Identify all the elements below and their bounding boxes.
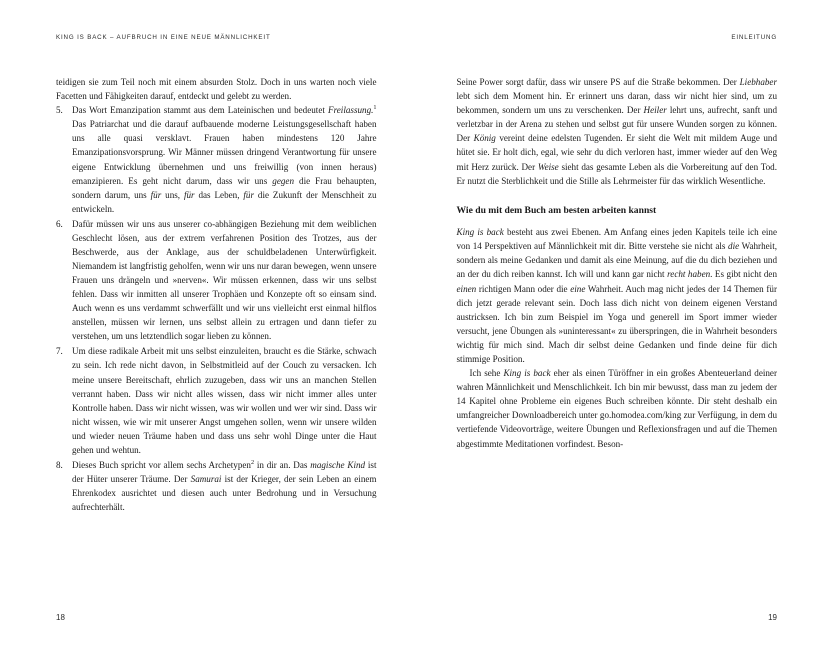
section-heading: Wie du mit dem Buch am besten arbeiten kannst: [456, 204, 657, 216]
numbered-list-left: [56, 103, 377, 514]
page-right: [417, 0, 833, 648]
italic-text: Liebhaber: [739, 77, 777, 87]
italic-text: recht haben: [667, 269, 711, 280]
list-item: [56, 458, 377, 514]
list-item-text: Dieses Buch spricht vor allem sechs Archetypen$^2$ in dir an. Das magische Kind ist der Hüter unserer Träume. Der Samurai ist der Krieger, der sein Leben an einem Ehrenkodex ausrichtet und diesen auch unter Bedrohung und in Versuchung aufrechterhält.: [72, 458, 377, 513]
list-item-marker: 8.: [56, 459, 63, 470]
italic-text: gegen: [272, 175, 294, 186]
continued-paragraph-right: Seine Power sorgt dafür, dass wir unsere PS auf die Straße bekommen. Der Liebhaber lebt sich dem Moment hin. Er erinnert uns daran, dass wir nicht hier sind, um zu bekommen, sondern um uns zu verschenken. Der Heiler lehrt uns, aufrecht, sanft und verletzbar in der Arena zu stehen und selbst gut für unsere Wunden sorgen zu können. Der König vereint deine edelsten Tugenden. Er sieht die Welt mit mildem Auge und hütet sie. Er holt dich, egal, wie sehr du dich verloren hast, immer wieder auf den Weg mit Herz zurück. Der Weise sieht das gesamte Leben als die Vorbereitung auf den Tod. Er nutzt die Sterblichkeit und die Stille als Lehrmeister für das wirklich Wesentliche.: [456, 77, 778, 186]
list-item-text: Dafür müssen wir uns aus unserer co-abhängigen Beziehung mit dem weiblichen Geschlecht lösen, aus der extrem verfahrenen Position des Trotzes, aus der Beschwerde, aus der Anklage, aus der schuldbeladenen Unterwürfigkeit. Niemandem ist langfristig geholfen, wenn wir uns nur daran bewegen, wenn unsere Frauen uns drängeln und »nerven«. Wir müssen erkennen, dass wir uns selbst fehlen. Dass wir inmitten all unserer Trophäen und Konzepte oft so einsam sind. Auch wenn es uns verdammt schwerfällt und wir uns vielleicht erst einmal hilflos anstellen, müssen wir lernen, uns selbst allein zu ertragen und dann tiefer zu verstehen, um uns letztendlich sogar lieben zu können.: [72, 218, 377, 342]
body-paragraph: Ich sehe King is back eher als einen Türöffner in ein großes Abenteuerland deiner wahren Männlichkeit und Menschlichkeit. Ich bin mir bewusst, dass man zu jedem der 14 Kapitel ohne Probleme ein eigenes Buch schreiben könnte. Dir steht deshalb ein umfangreicher Downloadbereich unter go.homodea.com/king zur Verfügung, in dem du vertiefende Videovorträge, weitere Übungen und Reflexionsfragen und auf die Themen abgestimmte Meditationen vorfindest. Beson-: [456, 368, 778, 449]
body-paragraph: King is back besteht aus zwei Ebenen. Am Anfang eines jeden Kapitels teile ich eine von 14 Perspektiven auf Männlichkeit mit dir. Bitte verstehe sie nicht als die Wahrheit, sondern als meine Gedanken und damit als eine Meinung, auf die du dich beziehen und an der du dich reiben kannst. Ich will und kann gar nicht recht haben. Es gibt nicht den einen richtigen Mann oder die eine Wahrheit. Auch mag nicht jedes der 14 Themen für dich jetzt gerade relevant sein. Doch lass dich nicht von deinem eigenen Verstand austricksen. Ich bin zum Beispiel im Yoga und generell im Sport immer wieder versucht, jene Übungen als »uninteressant« zu überspringen, die in Wahrheit besonders wichtig für mich sind. Mach dir selbst deine Gedanken und finde deine für dich stimmige Position.: [456, 227, 777, 365]
list-item-text: Um diese radikale Arbeit mit uns selbst einzuleiten, braucht es die Stärke, schwach zu sein. Ich rede nicht davon, in Selbstmitleid auf der Couch zu versacken. Ich meine unsere Bereitschaft, ehrlich zuzugeben, dass wir uns an manchen Stellen verrannt haben. Dass wir nicht alles wissen, dass wir nicht immer alles unter Kontrolle haben. Dass wir nicht wissen, was wir wollen und wer wir sind. Dass wir nicht wissen, wie wir mit unserer Angst umgehen sollen, wenn wir unsere wilden und wieder neuen Träume haben und dass uns sehr wohl Dinge unter die Haut gehen und wehtun.: [72, 346, 377, 456]
italic-text: Heiler: [643, 105, 667, 116]
left-text-column: [56, 75, 377, 514]
footnote-marker: 2: [250, 458, 255, 466]
italic-text: Samurai: [190, 474, 222, 485]
list-item: [56, 217, 377, 344]
right-body-paragraphs: [457, 225, 778, 451]
italic-text: Freilassung.: [328, 105, 374, 116]
list-item: [56, 103, 377, 216]
italic-text: für: [150, 189, 162, 200]
italic-text: eine: [570, 283, 586, 294]
right-text-column: [457, 75, 778, 451]
list-item-marker: 6.: [56, 218, 63, 229]
running-head-left: KING IS BACK – AUFBRUCH IN EINE NEUE MÄNNLICHKEIT: [56, 34, 271, 41]
list-item-marker: 7.: [56, 346, 63, 357]
continued-paragraph-left: teidigen sie zum Teil noch mit einem absurden Stolz. Doch in uns warten noch viele Facetten und Fähigkeiten darauf, entdeckt und gelebt zu werden.: [56, 77, 377, 102]
italic-text: König: [473, 133, 496, 144]
italic-text: die: [728, 241, 740, 252]
italic-text: einen: [456, 283, 477, 294]
italic-text: magische Kind: [310, 459, 366, 470]
italic-text: Weise: [537, 161, 559, 172]
list-item-text: Das Wort Emanzipation stammt aus dem Lateinischen und bedeutet Freilassung.$^1$ Das Patriarchat und die darauf aufbauende moderne Leistungsgesellschaft haben uns alle quasi versklavt. Frauen haben mindestens 120 Jahre Emanzipationsvorsprung. Wir Männer müssen dringend Verantwortung für unsere eigene Entwicklung übernehmen und uns freiwillig (von innen heraus) emanzipieren. Es geht nicht darum, dass wir uns gegen die Frau behaupten, sondern darum, uns für uns, für das Leben, für die Zukunft der Menschheit zu entwickeln.: [72, 104, 377, 214]
page-number-right: 19: [768, 613, 777, 622]
list-item: [56, 344, 377, 457]
page-number-left: 18: [56, 613, 65, 622]
italic-text: King is back: [503, 368, 551, 379]
running-head-right: EINLEITUNG: [731, 34, 777, 41]
italic-text: für: [183, 189, 195, 200]
list-item-marker: 5.: [56, 105, 63, 116]
italic-text: für: [243, 189, 255, 200]
footnote-marker: 1: [373, 104, 377, 112]
italic-text: King is back: [456, 227, 504, 238]
